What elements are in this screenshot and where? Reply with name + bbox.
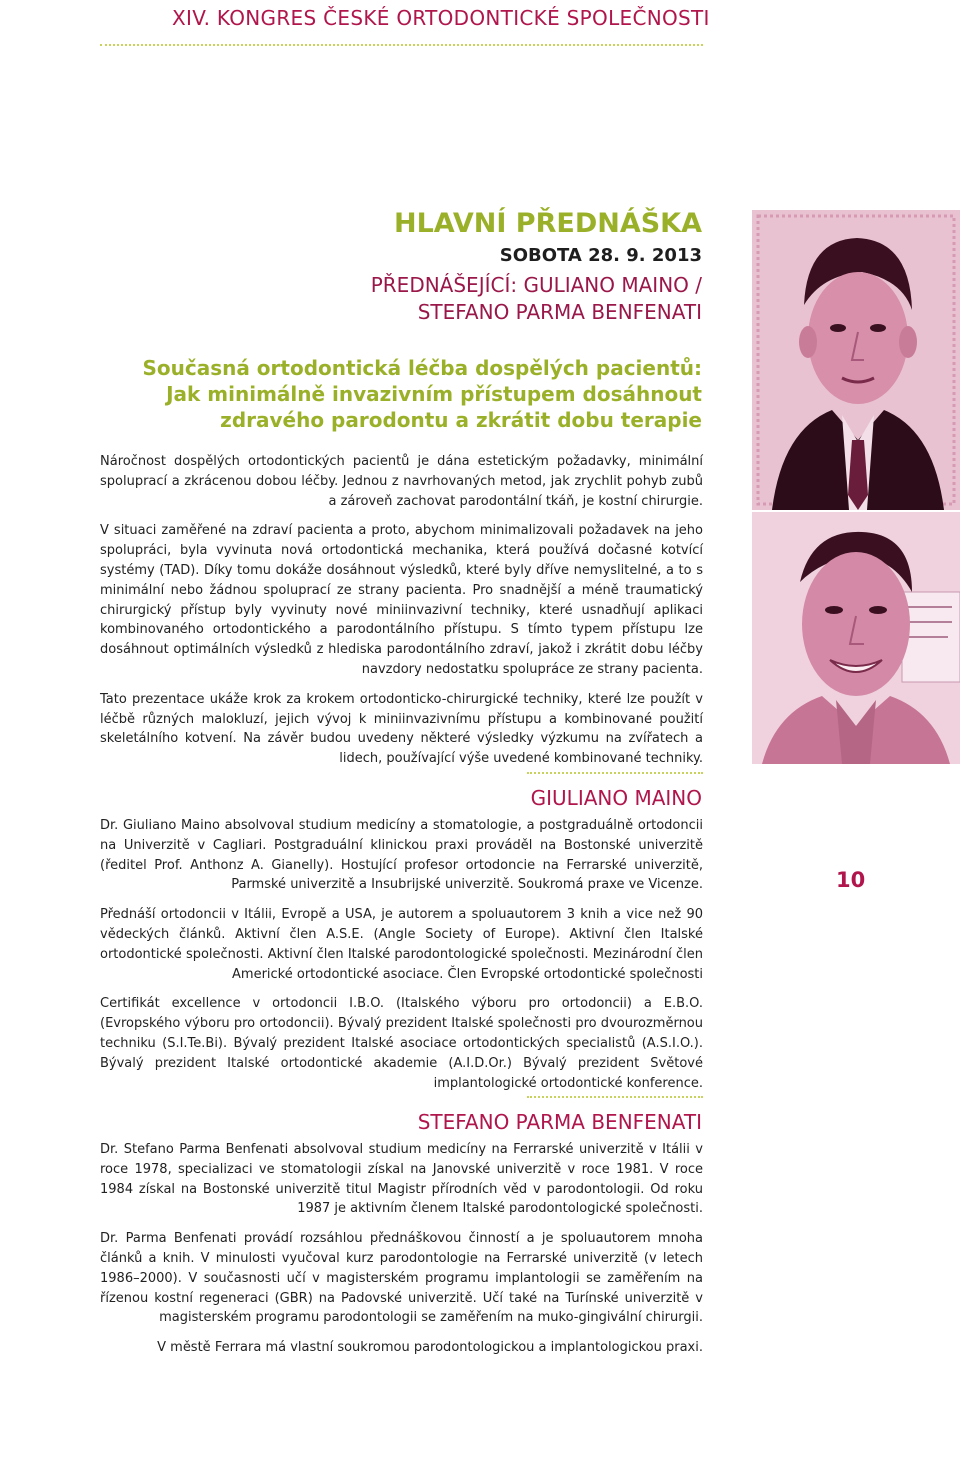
lecture-title-line-1: Současná ortodontická léčba dospělých pacientů: [142, 356, 702, 380]
bio-paragraph: Dr. Stefano Parma Benfenati absolvoval studium medicíny na Ferrarské univerzitě v Itálii v roce 1978, specializaci ve stomatologii získal na Janovské univerzitě v roce 1981. V roce 1984 získal na Bostonské univerzitě titul Magistr přírodních věd v parodontologii. Od roku 1987 je aktivním členem Italské parodontologické společnosti. [100, 1142, 703, 1217]
bio-paragraph: Dr. Parma Benfenati provádí rozsáhlou přednáškovou činností a je spoluautorem mnoha článků a knih. V minulosti vyučoval kurz parodontologie na Ferrarské univerzitě (v letech 1986–2000). V současnosti učí v magisterském programu implantologii se zaměřením na řízenou kostní regeneraci (GBR) na Padovské univerzitě. Učí také na Turínské univerzitě v magisterském programu parodontologii se zaměřením na muko-gingivální chirurgii. [100, 1231, 703, 1326]
portrait-maino [752, 210, 960, 510]
bio-paragraph: Přednáší ortodoncii v Itálii, Evropě a USA, je autorem a spoluautorem 3 knih a vice než 90 vědeckých článků. Aktivní člen A.S.E. (Angle Society of Europe). Aktivní člen Italské ortodontické společnosti. Aktivní člen Italské parodontologické společnosti. Mezinárodní člen Americké ortodontické asociace. Člen Evropské ortodontické společnosti [100, 907, 703, 982]
bio-paragraph: Certifikát excellence v ortodoncii I.B.O. (Italského výboru pro ortodoncii) a E.B.O. (Evropského výboru pro ortodoncii). Bývalý prezident Italské společnosti pro dvourozměrnou techniku (S.I.Te.Bi). Bývalý prezident Italské asociace ortodontických specialistů (A.S.I.O.). Bývalý prezident Italské ortodontické akademie (A.I.D.Or.) Bývalý prezident Světové implantologické ortodontické konference. [100, 996, 703, 1091]
header-divider [100, 44, 703, 46]
maino-name: GIULIANO MAINO [530, 786, 702, 810]
lecture-title [82, 355, 702, 433]
benfenati-name: STEFANO PARMA BENFENATI [417, 1110, 702, 1134]
abstract-paragraph: Tato prezentace ukáže krok za krokem ortodonticko-chirurgické techniky, které lze použít v léčbě různých malokluzí, jejich vývoj k miniinvazivnímu přístupu a kombinované použití skeletálního kotvení. Na závěr budou uvedeny některé výsledky výzkumu na zvířatech a lidech, používající výše uvedené kombinované techniky. [100, 691, 703, 767]
page-number: 10 [836, 868, 866, 892]
lecturers [282, 272, 702, 326]
bio-paragraph: Dr. Giuliano Maino absolvoval studium medicíny a stomatologie, a postgraduálně ortodoncii na Univerzitě v Cagliari. Postgraduální klinickou praxi prováděl na Bostonské univerzitě (ředitel Prof. Anthonz A. Gianelly). Hostující profesor ortodoncie na Ferrarské univerzitě, Parmské univerzitě a Insubrijské univerzitě. Soukromá praxe ve Vicenze. [100, 818, 703, 893]
lecture-kind: HLAVNÍ PŘEDNÁŠKA [394, 208, 702, 239]
benfenati-divider [527, 1096, 703, 1098]
lecture-title-line-3: zdravého parodontu a zkrátit dobu terapie [220, 408, 702, 432]
lecturers-line-1: PŘEDNÁŠEJÍCÍ: GULIANO MAINO / [370, 273, 702, 297]
bio-paragraph: V městě Ferrara má vlastní soukromou parodontologickou a implantologickou praxi. [157, 1340, 703, 1356]
lecture-date: SOBOTA 28. 9. 2013 [499, 245, 702, 266]
maino-divider [527, 772, 703, 774]
portrait-benfenati [752, 512, 960, 764]
lecture-title-line-2: Jak minimálně invazivním přístupem dosáhnout [166, 382, 702, 406]
lecturers-line-2: STEFANO PARMA BENFENATI [417, 300, 702, 324]
abstract-paragraph: V situaci zaměřené na zdraví pacienta a proto, abychom minimalizovali požadavek na jeho spolupráci, byla vyvinuta nová ortodontická mechanika, která používá dočasné kotvící systémy (TAD). Díky tomu dokáže dosáhnout výsledků, které byly dříve nemyslitelné, a to s minimální nebo žádnou spoluprací ze strany pacienta. Pro snadnější a méně traumatický chirurgický přístup byly vyvinuty nové miniinvazivní techniky, které usnadňují aplikaci kombinovaného ortodontického a parodontálního přístupu. S tímto typem přístupu lze dosáhnout optimálních výsledků z hlediska parodontálního zdraví, jakož i zkrátit dobu léčby navzdory nedostatku spolupráce ze strany pacienta. [100, 523, 703, 677]
benfenati-bio [100, 1140, 703, 1368]
lecture-abstract [100, 452, 703, 779]
maino-bio [100, 816, 703, 1103]
abstract-paragraph: Náročnost dospělých ortodontických pacientů je dána estetickým požadavky, minimální spoluprací a zkrácenou dobou léčby. Jednou z navrhovaných metod, jak zrychlit pohyb zubů a zároveň zachovat parodontální tkáň, je kostní chirurgie. [100, 454, 703, 509]
header-title: XIV. KONGRES ČESKÉ ORTODONTICKÉ SPOLEČNOSTI [172, 6, 710, 30]
